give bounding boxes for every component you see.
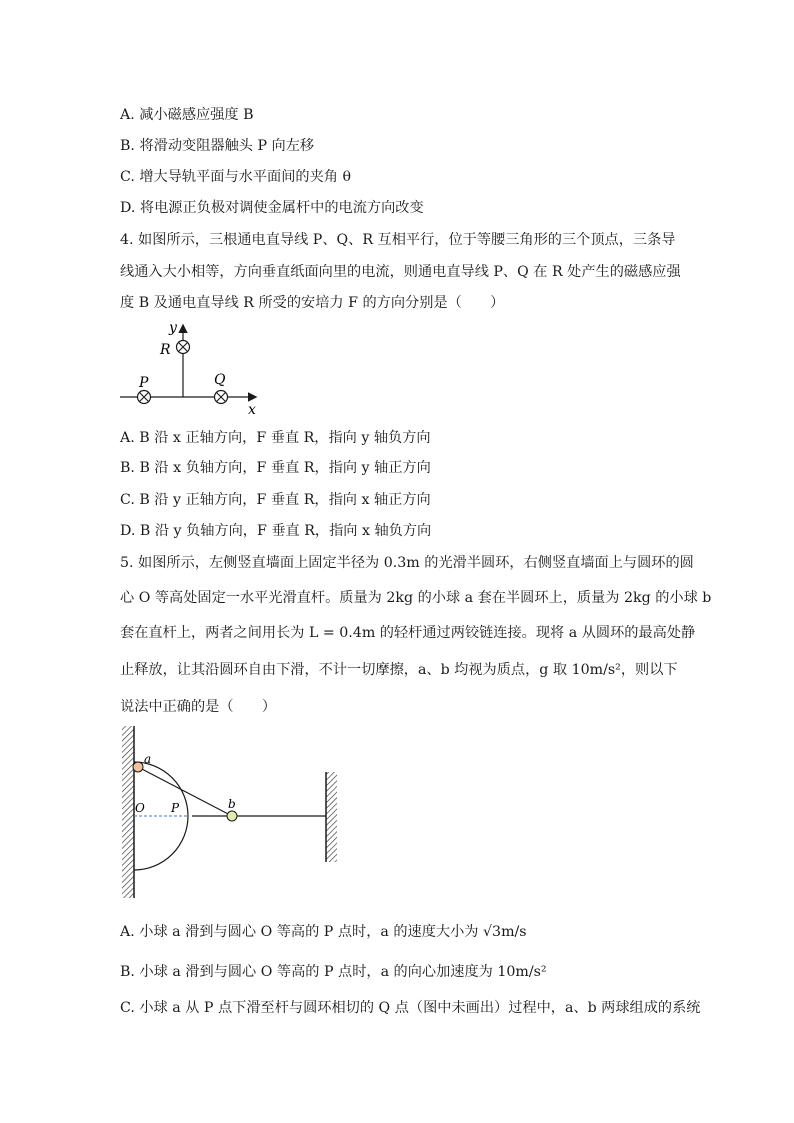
q3-option-c: C. 增大导轨平面与水平面间的夹角 θ <box>120 169 352 185</box>
point-p-label: P <box>171 801 180 815</box>
wire-p-icon <box>138 391 151 404</box>
ball-b-label: b <box>228 797 236 811</box>
center-o-label: O <box>135 801 145 815</box>
q4-figure <box>115 318 275 418</box>
q4-option-b: B. B 沿 x 负轴方向，F 垂直 R，指向 y 轴正方向 <box>120 460 431 476</box>
q3-option-a: A. 减小磁感应强度 B <box>120 107 254 123</box>
q4-stem-line-2: 线通入大小相等，方向垂直纸面向里的电流，则通电直导线 P、Q 在 R 处产生的磁感应强 <box>120 264 681 280</box>
q5-option-b: B. 小球 a 滑到与圆心 O 等高的 P 点时，a 的向心加速度为 10m/s² <box>120 964 547 980</box>
wire-r-label: R <box>160 342 171 358</box>
wire-p-label: P <box>139 375 149 391</box>
wire-q-label: Q <box>214 372 226 388</box>
q5-option-a: A. 小球 a 滑到与圆心 O 等高的 P 点时，a 的速度大小为 √3m/s <box>120 924 527 940</box>
right-wall <box>326 772 337 862</box>
q5-stem-line-1: 5. 如图所示，左侧竖直墙面上固定半径为 0.3m 的光滑半圆环，右侧竖直墙面上与圆环的圆 <box>120 555 694 571</box>
ball-a <box>133 762 143 772</box>
left-wall <box>122 726 134 898</box>
wire-q-icon <box>215 391 228 404</box>
x-axis-label: x <box>248 402 256 418</box>
q5-option-c: C. 小球 a 从 P 点下滑至杆与圆环相切的 Q 点（图中未画出）过程中，a、b 两球组成的系统 <box>120 1000 701 1016</box>
q3-option-d: D. 将电源正负极对调使金属杆中的电流方向改变 <box>120 200 424 216</box>
q5-stem-line-5: 说法中正确的是（ ） <box>120 699 277 715</box>
q5-figure <box>118 722 348 902</box>
q4-option-c: C. B 沿 y 正轴方向，F 垂直 R，指向 x 轴正方向 <box>120 492 431 508</box>
wire-r-icon <box>177 341 190 354</box>
q4-option-a: A. B 沿 x 正轴方向，F 垂直 R，指向 y 轴负方向 <box>120 430 431 446</box>
q5-stem-line-3: 套在直杆上，两者之间用长为 L = 0.4m 的轻杆通过两铰链连接。现将 a 从圆环的最高处静 <box>120 625 696 641</box>
q4-stem-line-1: 4. 如图所示，三根通电直导线 P、Q、R 互相平行，位于等腰三角形的三个顶点，三条导 <box>120 232 676 248</box>
ball-b <box>227 811 237 821</box>
light-rod <box>138 767 232 816</box>
y-axis-label: y <box>169 320 177 336</box>
q4-option-d: D. B 沿 y 负轴方向，F 垂直 R，指向 x 轴负方向 <box>120 523 432 539</box>
q4-stem-line-3: 度 B 及通电直导线 R 所受的安培力 F 的方向分别是（ ） <box>120 295 505 311</box>
ball-a-label: a <box>144 752 152 766</box>
q5-stem-line-2: 心 O 等高处固定一水平光滑直杆。质量为 2kg 的小球 a 套在半圆环上，质量为 2kg 的小球 b <box>120 590 712 606</box>
q5-stem-line-4: 止释放，让其沿圆环自由下滑，不计一切摩擦，a、b 均视为质点，g 取 10m/s²，则以下 <box>120 662 678 678</box>
q3-option-b: B. 将滑动变阻器触头 P 向左移 <box>120 138 315 154</box>
